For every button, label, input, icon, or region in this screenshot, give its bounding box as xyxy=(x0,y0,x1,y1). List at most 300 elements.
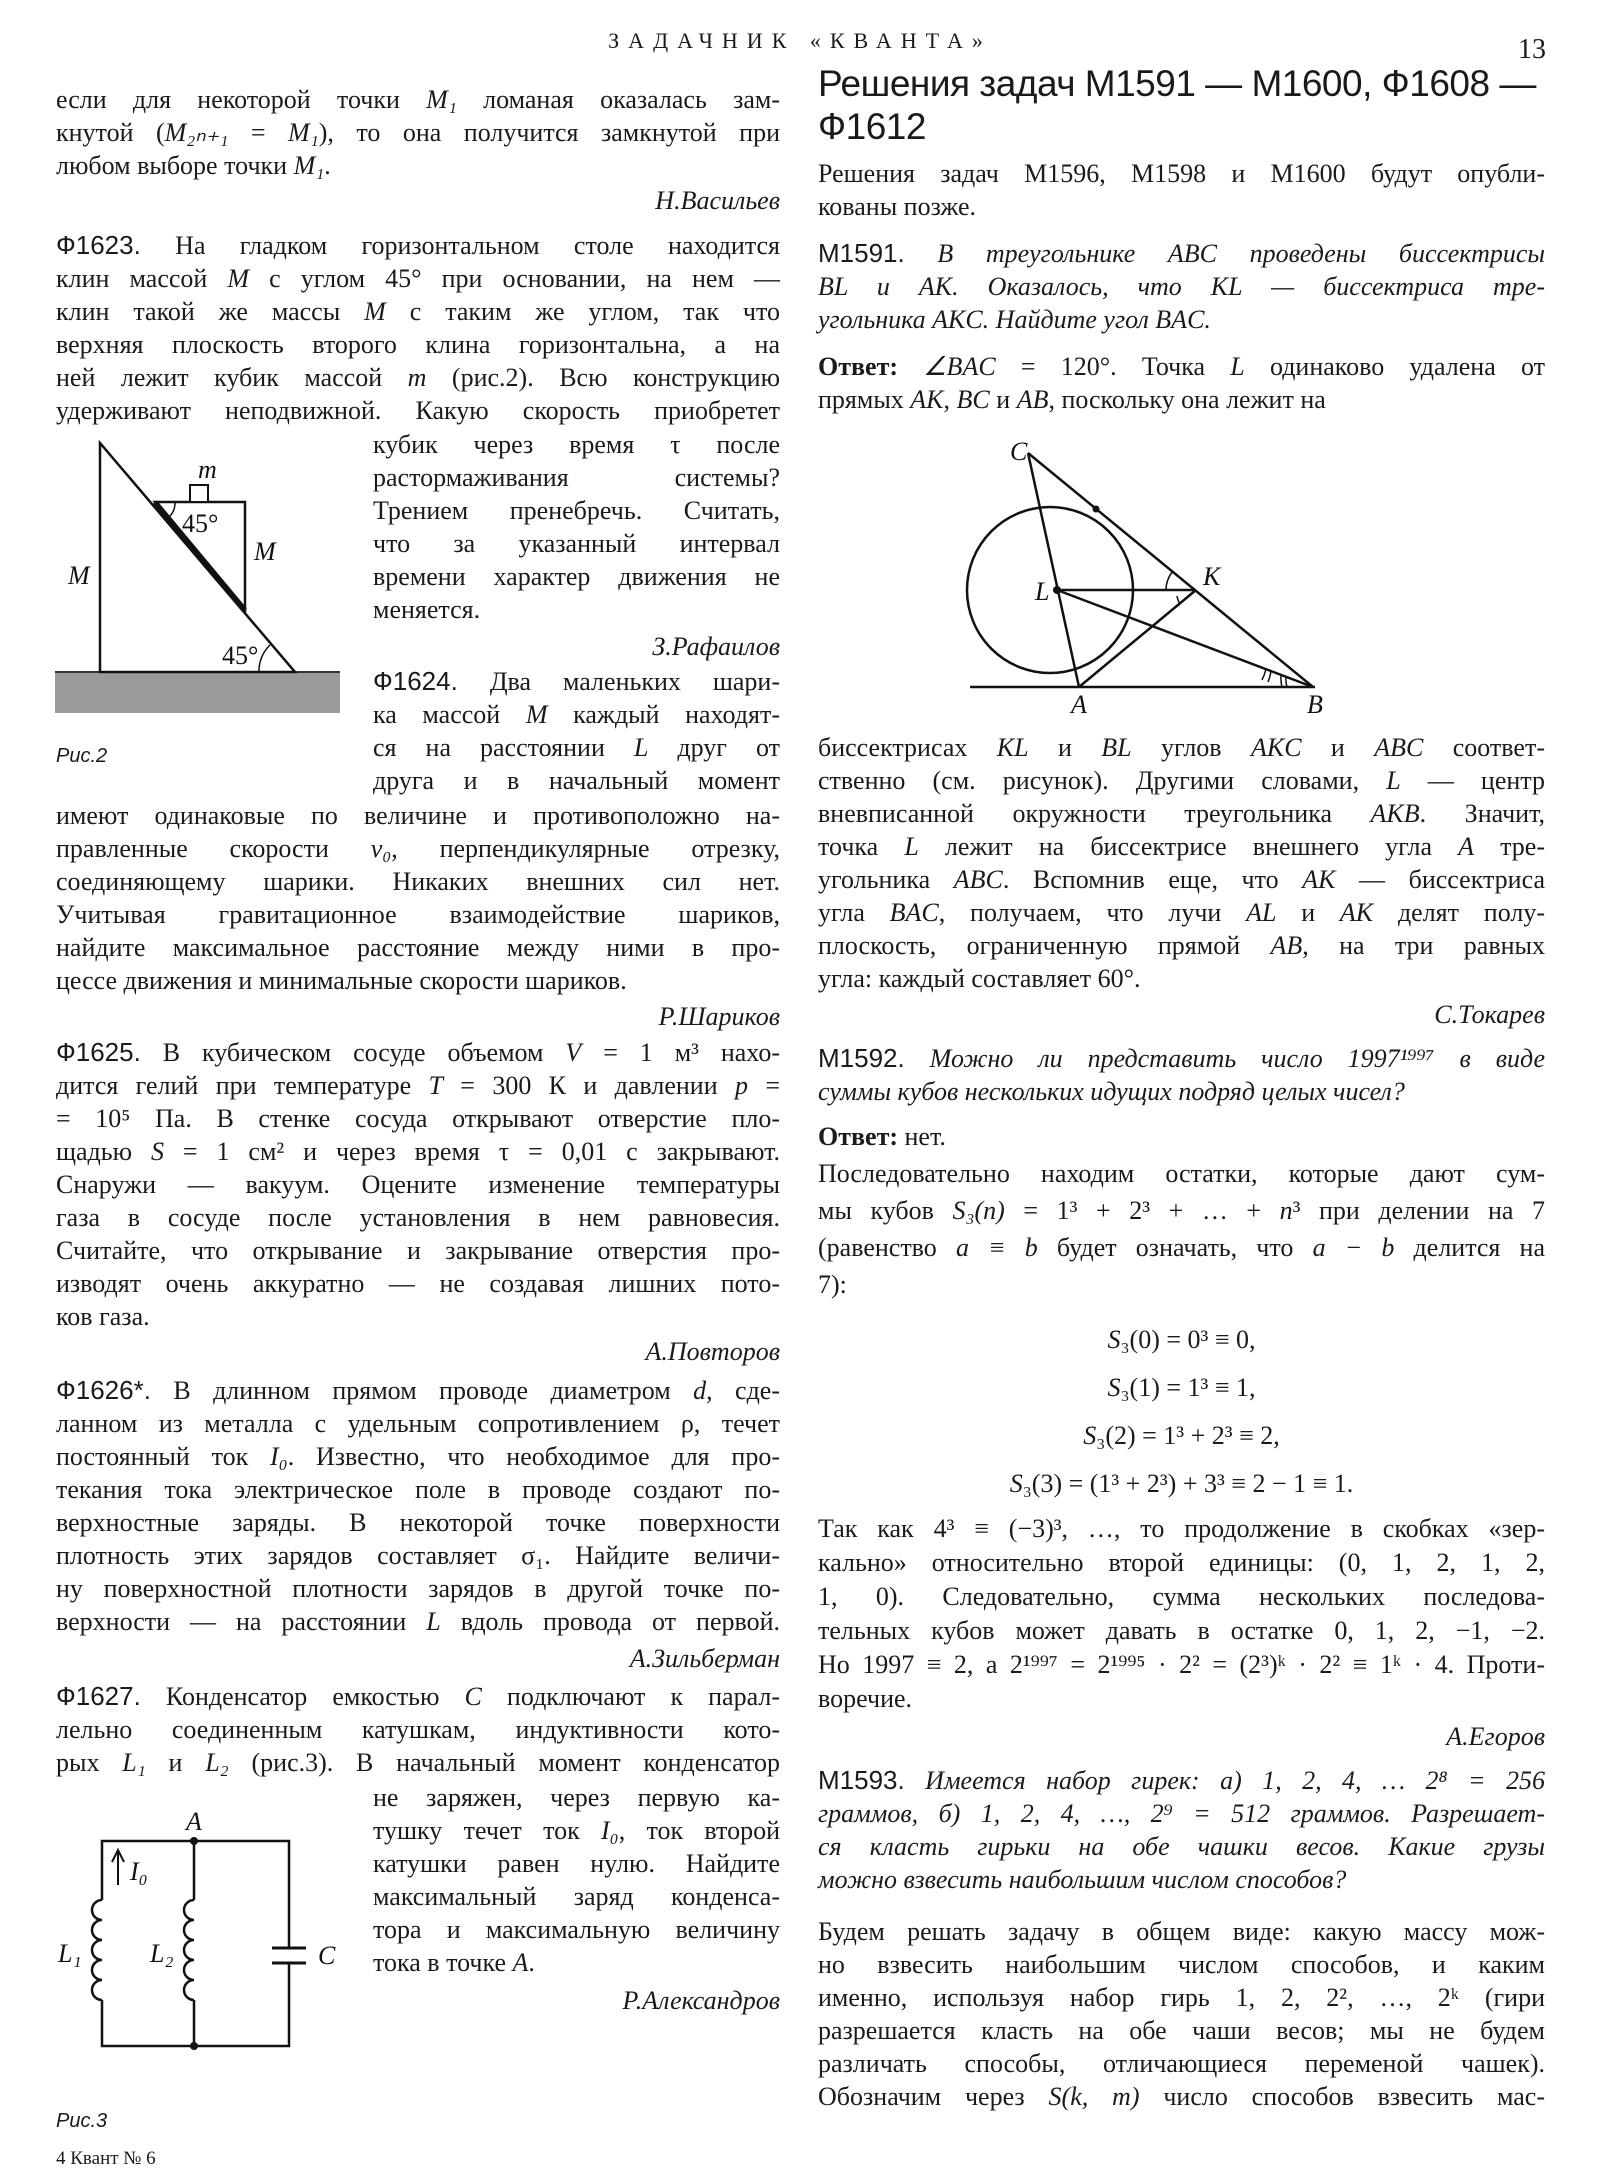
text-run: что за указанный интервал xyxy=(373,529,780,558)
text-run: и xyxy=(145,1748,206,1777)
text-run: соответ- xyxy=(1423,733,1545,762)
text-line xyxy=(56,1440,780,1473)
italic-text: M₂ₙ₊₁ xyxy=(164,118,229,147)
text-line xyxy=(818,2047,1545,2080)
text-run: одинаково удалена от xyxy=(1244,352,1546,381)
text-line xyxy=(818,157,1545,190)
text-line xyxy=(373,1781,780,1814)
text-line xyxy=(818,1192,1545,1229)
italic-text: I₀ xyxy=(601,1816,619,1845)
text-run: клин массой xyxy=(56,264,228,293)
text-line xyxy=(56,1605,780,1638)
text-run: щадью xyxy=(56,1137,151,1166)
text-line xyxy=(373,560,780,593)
italic-text: T xyxy=(428,1071,443,1100)
problem-f1624 xyxy=(373,665,780,797)
text-line xyxy=(818,1830,1545,1863)
text-run: , на три равных xyxy=(1302,931,1546,960)
problem-m1591 xyxy=(818,237,1545,336)
answer-label: Ответ: xyxy=(818,1122,899,1151)
text-line xyxy=(373,527,780,560)
text-run: делят полу- xyxy=(1373,898,1545,927)
text-line xyxy=(373,494,780,527)
text-run: с таким же углом, так что xyxy=(385,297,780,326)
answer-label: Ответ: xyxy=(818,352,899,381)
text-run: ), то она получится замкнутой при xyxy=(318,118,781,147)
text-line xyxy=(373,1946,780,1979)
label-L2: L₂ xyxy=(150,1939,174,1968)
text-run: не заряжен, через первую ка- xyxy=(373,1783,780,1812)
text-run: ₃(1) = 1³ ≡ 1, xyxy=(1120,1373,1256,1402)
solution-m1592-part1 xyxy=(818,1155,1545,1303)
italic-text: p xyxy=(734,1071,748,1100)
text-run: В кубическом сосуде объемом xyxy=(140,1038,566,1067)
text-run: 1, 0). Следовательно, сумма нескольких последова- xyxy=(818,1582,1545,1611)
text-run: тельных кубов может давать в остатке 0, 1, 2, −1, −2. xyxy=(818,1616,1545,1645)
italic-text: S xyxy=(1083,1421,1097,1450)
italic-text: ся класть гирьки на обе чашки весов. Какие грузы xyxy=(818,1832,1545,1861)
problem-label: Ф1623. xyxy=(56,230,141,260)
label-I0: I₀ xyxy=(130,1857,148,1886)
text-line xyxy=(818,1155,1545,1192)
text-line xyxy=(373,1880,780,1913)
text-line xyxy=(818,237,1545,270)
text-line xyxy=(373,428,780,461)
text-run: Снаружи — вакуум. Оцените изменение температуры xyxy=(56,1170,780,1199)
text-run xyxy=(898,352,923,381)
text-run: будет означать, что xyxy=(1037,1233,1313,1262)
text-run: изводят очень аккуратно — не создавая лишних пото- xyxy=(56,1269,780,1298)
figure-2-caption: Рис.2 xyxy=(56,745,108,767)
italic-text: C xyxy=(464,1682,482,1711)
text-run: кубик через время τ после xyxy=(373,430,780,459)
text-run: соединяющему шарики. Никаких внешних сил нет. xyxy=(56,867,780,896)
italic-text: L xyxy=(904,832,919,861)
text-run: удерживают неподвижной. Какую скорость приобретет xyxy=(56,396,780,425)
italic-text: V xyxy=(565,1038,582,1067)
text-line xyxy=(818,1915,1545,1948)
text-run: . xyxy=(528,1948,535,1977)
label-A: A xyxy=(186,1807,202,1836)
text-run: В длинном прямом проводе диаметром xyxy=(150,1376,694,1405)
italic-text: a ≡ b xyxy=(955,1233,1038,1262)
label-C: C xyxy=(318,1941,336,1970)
text-run: мы кубов xyxy=(818,1196,953,1225)
text-run: ₃(3) = (1³ + 2³) + 3³ ≡ 2 − 1 ≡ 1. xyxy=(1022,1469,1354,1498)
cube xyxy=(190,485,208,502)
text-line xyxy=(373,461,780,494)
text-run: прямых xyxy=(818,385,911,414)
text-line xyxy=(818,1042,1545,1075)
text-run: Последовательно находим остатки, которые дают сум- xyxy=(818,1159,1545,1188)
text-run: . Известно, что необходимое для про- xyxy=(287,1442,780,1471)
text-line xyxy=(818,1075,1545,1108)
text-run: Но 1997 ≡ 2, а 2¹⁹⁹⁷ = 2¹⁹⁹⁵ · 2² = (2³)ᵏ · 2² ≡ 1ᵏ · 4. Проти- xyxy=(818,1650,1545,1679)
author-tokarev: С.Токарев xyxy=(1434,1000,1545,1029)
text-run: газа в сосуде после установления в нем равновесия. xyxy=(56,1203,780,1232)
text-run: верхности — на расстоянии xyxy=(56,1607,427,1636)
text-run: цессе движения и минимальные скорости шариков. xyxy=(56,966,627,995)
text-line xyxy=(56,898,780,931)
text-run: и xyxy=(989,385,1017,414)
italic-text: L₁ xyxy=(122,1748,146,1777)
text-line xyxy=(818,962,1545,995)
text-line xyxy=(818,1266,1545,1303)
text-run: друг от xyxy=(648,733,780,762)
text-run: верхностные заряды. В некоторой точке поверхности xyxy=(56,1508,780,1537)
text-line xyxy=(818,1764,1545,1797)
text-run: биссектрисах xyxy=(818,733,997,762)
italic-text: В треугольнике ABC проведены биссектрисы xyxy=(904,239,1545,268)
text-run: ней лежит кубик массой xyxy=(56,363,408,392)
text-run: имеют одинаковые по величине и противоположно на- xyxy=(56,801,780,830)
italic-text: S xyxy=(1107,1325,1121,1354)
italic-text: можно взвесить наибольшим числом способов? xyxy=(818,1865,1347,1894)
italic-text: S xyxy=(1009,1469,1023,1498)
italic-text: AB xyxy=(1016,385,1049,414)
label-L: L xyxy=(1035,577,1050,606)
text-run: , сде- xyxy=(706,1376,781,1405)
figure-triangle-bisectors xyxy=(940,425,1560,725)
italic-text: M₁ xyxy=(293,151,325,180)
node-A xyxy=(190,1837,198,1845)
author-aleksandrov: Р.Александров xyxy=(622,1986,780,2015)
italic-text: KL xyxy=(996,733,1029,762)
text-line xyxy=(818,896,1545,929)
italic-text: a − b xyxy=(1312,1233,1395,1262)
text-line xyxy=(818,190,1545,223)
author-rafailov: З.Рафаилов xyxy=(652,632,780,661)
italic-text: M xyxy=(364,297,386,326)
coil-L1 xyxy=(92,1900,102,2000)
text-line xyxy=(56,1300,780,1333)
text-line xyxy=(818,383,1545,416)
section-title: Решения задач М1591 — М1600, Ф1608 — Ф1612 xyxy=(818,63,1536,147)
italic-text: d xyxy=(693,1376,707,1405)
text-run: = 1³ + 2³ + … + xyxy=(1004,1196,1280,1225)
text-run: (рис.2). Всю конструкцию xyxy=(426,363,780,392)
italic-text: ABC xyxy=(1374,733,1424,762)
text-run: кально» относительно второй единицы: (0, 1, 2, 1, 2, xyxy=(818,1548,1545,1577)
text-line xyxy=(373,665,780,698)
text-line xyxy=(818,1412,1545,1460)
text-run: друга и в начальный момент xyxy=(373,766,780,795)
text-run: (равенство xyxy=(818,1233,956,1262)
text-run: вневписанной окружности треугольника xyxy=(818,799,1371,828)
text-run: различать способы, отличающиеся переменой чашек). xyxy=(818,2049,1545,2078)
text-line xyxy=(56,1473,780,1506)
text-line xyxy=(56,1407,780,1440)
solution-m1591 xyxy=(818,731,1545,995)
text-run: клин такой же массы xyxy=(56,297,365,326)
text-run: угла xyxy=(818,898,890,927)
text-run: ₃(2) = 1³ + 2³ ≡ 2, xyxy=(1096,1421,1280,1450)
text-line xyxy=(56,1135,780,1168)
italic-text: граммов, б) 1, 2, 4, …, 2⁹ = 512 граммов. Разрешает- xyxy=(818,1799,1545,1828)
intro-note xyxy=(818,157,1545,223)
text-line xyxy=(56,1234,780,1267)
text-run: вдоль провода от первой. xyxy=(440,1607,780,1636)
running-title: ЗАДАЧНИК «КВАНТА» xyxy=(608,28,992,53)
text-run: , xyxy=(943,385,957,414)
text-run: но взвесить наибольшим числом способов, и каким xyxy=(818,1950,1545,1979)
problem-m1592 xyxy=(818,1042,1545,1108)
text-line xyxy=(56,1102,780,1135)
text-line xyxy=(818,2080,1545,2113)
text-line xyxy=(373,698,780,731)
italic-text: A xyxy=(1458,832,1474,861)
author-povtorov: А.Повторов xyxy=(645,1337,780,1366)
text-run: ³ при делении на 7 xyxy=(1292,1196,1545,1225)
problem-f1624-cont xyxy=(56,799,780,997)
text-run: ланном из металла с удельным сопротивлением ρ, течет xyxy=(56,1409,780,1438)
italic-text: Имеется набор гирек: а) 1, 2, 4, … 2⁸ = 256 xyxy=(904,1766,1545,1795)
text-line xyxy=(56,931,780,964)
italic-text: AK xyxy=(1302,865,1336,894)
problem-label: Ф1627. xyxy=(56,1681,141,1711)
text-run: = 10⁵ Па. В стенке сосуда открывают отверстие пло- xyxy=(56,1104,780,1133)
author-egorov: А.Егоров xyxy=(1446,1722,1545,1751)
text-line xyxy=(818,1364,1545,1412)
text-run: кнутой ( xyxy=(56,118,165,147)
text-run: именно, используя набор гирь 1, 2, 2², …, 2ᵏ (гири xyxy=(818,1983,1545,2012)
angle-arc-bottom xyxy=(259,645,270,672)
text-run: плотность этих зарядов составляет σ₁. Найдите величи- xyxy=(56,1541,780,1570)
point-L xyxy=(1053,586,1061,594)
text-run: ломаная оказалась зам- xyxy=(456,85,781,114)
text-run: тока в точке xyxy=(373,1948,513,1977)
figure-3-caption: Рис.3 xyxy=(56,2110,108,2132)
text-run: каждый находят- xyxy=(547,700,781,729)
problem-label: Ф1625. xyxy=(56,1037,141,1067)
text-run: точка xyxy=(818,832,905,861)
text-run: Конденсатор емкостью xyxy=(140,1682,465,1711)
text-run: правленные скорости xyxy=(56,834,371,863)
text-run: угольника xyxy=(818,865,954,894)
current-arrow xyxy=(112,1850,124,1885)
italic-text: Можно ли представить число 1997¹⁹⁹⁷ в виде xyxy=(904,1044,1545,1073)
italic-text: L xyxy=(1230,352,1245,381)
text-run: — биссектриса xyxy=(1335,865,1545,894)
text-run: , ток второй xyxy=(618,1816,780,1845)
text-run: ков газа. xyxy=(56,1302,150,1331)
italic-text: BAC xyxy=(889,898,939,927)
problem-f1625 xyxy=(56,1036,780,1333)
text-run: и xyxy=(1028,733,1102,762)
text-line xyxy=(818,797,1545,830)
node-bottom xyxy=(190,2042,198,2050)
text-run: Считайте, что открывание и закрывание отверстия про- xyxy=(56,1236,780,1265)
label-m: m xyxy=(198,455,217,484)
text-run: = 1 см² и через время τ = 0,01 с закрывают. xyxy=(164,1137,780,1166)
text-line xyxy=(818,350,1545,383)
label-L1: L₁ xyxy=(58,1939,82,1968)
text-run: ₃(0) = 0³ ≡ 0, xyxy=(1120,1325,1256,1354)
text-run: Два маленьких шари- xyxy=(457,667,780,696)
text-run: Обозначим через xyxy=(818,2082,1049,2111)
text-run: = 1 м³ нахо- xyxy=(581,1038,780,1067)
italic-text: S(k, m) xyxy=(1048,2082,1140,2111)
text-line xyxy=(56,1746,780,1779)
text-line xyxy=(56,799,780,832)
text-run: нет. xyxy=(898,1122,946,1151)
italic-text: M xyxy=(525,700,548,729)
italic-text: n xyxy=(1279,1196,1293,1225)
problem-label: М1593. xyxy=(818,1765,905,1795)
text-line xyxy=(818,2014,1545,2047)
text-line xyxy=(56,832,780,865)
italic-text: AB xyxy=(1270,931,1303,960)
text-line xyxy=(56,1201,780,1234)
italic-text: AK xyxy=(1339,898,1374,927)
equations xyxy=(818,1316,1545,1508)
italic-text: BL xyxy=(1101,733,1132,762)
problem-label: М1591. xyxy=(818,238,905,268)
label-angle-bottom: 45° xyxy=(222,641,259,670)
text-run: , поскольку она лежит на xyxy=(1048,385,1326,414)
text-run: максимальный заряд конденса- xyxy=(373,1882,780,1911)
italic-text: L xyxy=(426,1607,441,1636)
text-run: тушку течет ток xyxy=(373,1816,602,1845)
text-run: верхняя плоскость второго клина горизонтальна, а на xyxy=(56,330,780,359)
text-run: воречие. xyxy=(818,1684,913,1713)
text-run: плоскость, ограниченную прямой xyxy=(818,931,1271,960)
italic-text: L₂ xyxy=(205,1748,229,1777)
text-line xyxy=(56,1506,780,1539)
text-run: число способов взвесить мас- xyxy=(1139,2082,1545,2111)
text-run: На гладком горизонтальном столе находится xyxy=(140,231,780,260)
text-line xyxy=(56,1680,780,1713)
text-run: , перпендикулярные отрезку, xyxy=(391,834,780,863)
label-K: K xyxy=(1203,562,1221,591)
text-run: ка массой xyxy=(373,700,526,729)
author-zilberman: А.Зильберман xyxy=(629,1644,780,1673)
text-run: = xyxy=(747,1071,780,1100)
text-line xyxy=(373,1913,780,1946)
tangent-point xyxy=(1093,506,1100,513)
footer-issue: 4 Квант № 6 xyxy=(56,2148,156,2169)
text-run: , получаем, что лучи xyxy=(938,898,1247,927)
text-line xyxy=(818,929,1545,962)
italic-text: AL xyxy=(1246,898,1277,927)
text-line xyxy=(818,1546,1545,1580)
italic-text: AK xyxy=(910,385,944,414)
text-line xyxy=(818,1863,1545,1896)
italic-text: S xyxy=(151,1137,164,1166)
italic-text: AKC xyxy=(1250,733,1302,762)
text-line xyxy=(56,1713,780,1746)
label-M-left: M xyxy=(68,561,90,590)
text-line xyxy=(818,1948,1545,1981)
problem-label: М1592. xyxy=(818,1043,905,1073)
problem-f1627-cont xyxy=(373,1781,780,1979)
problem-label: Ф1626*. xyxy=(56,1375,151,1405)
italic-text: L xyxy=(633,733,649,762)
text-line xyxy=(373,731,780,764)
text-run: . xyxy=(324,151,331,180)
text-run: меняется. xyxy=(373,595,481,624)
text-line xyxy=(373,764,780,797)
text-line xyxy=(818,1981,1545,2014)
text-line xyxy=(818,1229,1545,1266)
label-angle-top: 45° xyxy=(182,509,219,538)
text-run: . Вспомнив еще, что xyxy=(1002,865,1303,894)
text-run: растормаживания системы? xyxy=(373,463,780,492)
text-line xyxy=(818,1614,1545,1648)
italic-text: L xyxy=(1386,766,1401,795)
problem-label: Ф1624. xyxy=(373,666,458,696)
italic-text: BL и AK. Оказалось, что KL — биссектриса тре- xyxy=(818,272,1545,301)
problem-m1593 xyxy=(818,1764,1545,1896)
text-line xyxy=(56,1572,780,1605)
text-run: если для некоторой точки xyxy=(56,85,427,114)
problem-f1627 xyxy=(56,1680,780,1779)
text-run: дится гелий при температуре xyxy=(56,1071,429,1100)
text-line xyxy=(56,1267,780,1300)
problem-f1623-cont xyxy=(373,428,780,626)
label-B: B xyxy=(1307,690,1323,719)
italic-text: BC xyxy=(956,385,990,414)
text-run: и xyxy=(1301,733,1375,762)
italic-text: угольника AKC. Найдите угол BAC. xyxy=(818,305,1211,334)
coil-L2 xyxy=(184,1900,194,2000)
solution-m1593 xyxy=(818,1915,1545,2113)
text-run: найдите максимальное расстояние между ними в про- xyxy=(56,933,780,962)
answer-m1592 xyxy=(818,1120,1545,1153)
italic-text: I₀ xyxy=(270,1442,288,1471)
text-run: текания тока электрическое поле в проводе создают по- xyxy=(56,1475,780,1504)
text-run: времени характер движения не xyxy=(373,562,780,591)
capacitor-plates xyxy=(272,1948,306,1963)
text-run: . Значит, xyxy=(1419,799,1545,828)
italic-text: M₁ xyxy=(426,85,457,114)
text-line xyxy=(373,593,780,626)
text-run: — центр xyxy=(1400,766,1545,795)
text-run: и xyxy=(1276,898,1340,927)
italic-text: S₃(n) xyxy=(952,1196,1005,1225)
text-line xyxy=(56,1539,780,1572)
text-line xyxy=(818,830,1545,863)
text-line xyxy=(56,1069,780,1102)
text-run: делится на xyxy=(1394,1233,1545,1262)
text-run: углов xyxy=(1131,733,1251,762)
author-sharikov: Р.Шариков xyxy=(658,1002,780,1031)
text-run: тре- xyxy=(1474,832,1545,861)
text-line xyxy=(56,865,780,898)
text-run: лельно соединенным катушкам, индуктивности кото- xyxy=(56,1715,780,1744)
text-line xyxy=(818,1797,1545,1830)
text-line xyxy=(818,1580,1545,1614)
italic-text: AKB xyxy=(1370,799,1420,828)
page-number: 13 xyxy=(1518,34,1546,65)
text-run: тора и максимальную величину xyxy=(373,1915,780,1944)
label-M-right: M xyxy=(254,537,276,566)
text-run: Так как 4³ ≡ (−3)³, …, то продолжение в скобках «зер- xyxy=(818,1514,1545,1543)
figure-2-wedges xyxy=(0,0,360,740)
text-run: Трением пренебречь. Считать, xyxy=(373,496,780,525)
text-run: (рис.3). В начальный момент конденсатор xyxy=(228,1748,780,1777)
author-vasiliev: Н.Васильев xyxy=(655,186,780,215)
text-line xyxy=(818,1648,1545,1682)
text-run: постоянный ток xyxy=(56,1442,270,1471)
italic-text: суммы кубов нескольких идущих подряд целых чисел? xyxy=(818,1077,1405,1106)
text-line xyxy=(818,764,1545,797)
text-run: с углом 45° при основании, на нем — xyxy=(249,264,780,293)
text-line xyxy=(818,1316,1545,1364)
text-run: любом выборе точки xyxy=(56,151,294,180)
text-line xyxy=(56,1036,780,1069)
text-line xyxy=(818,863,1545,896)
